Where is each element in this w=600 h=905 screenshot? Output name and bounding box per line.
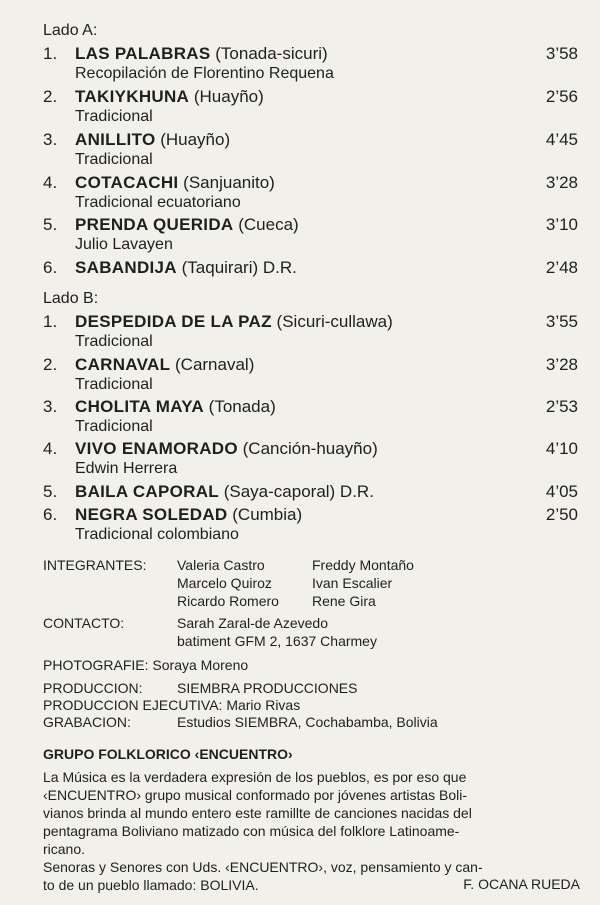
track-title: CHOLITA MAYA xyxy=(75,397,204,416)
integrantes-label: INTEGRANTES: xyxy=(43,557,147,573)
track-title-line xyxy=(75,312,393,332)
member-name: Marcelo Quiroz xyxy=(177,575,272,591)
side-b-label: Lado B: xyxy=(43,290,99,307)
track-number: 2. xyxy=(43,87,58,106)
track-title-line xyxy=(75,173,275,193)
track-credit: Tradicional xyxy=(75,151,153,168)
track-duration: 3’10 xyxy=(545,215,578,234)
track-b6 xyxy=(0,505,600,549)
about-line: to de un pueblo llamado: BOLIVIA. xyxy=(43,877,259,893)
track-credit: Tradicional xyxy=(75,333,153,350)
track-duration: 4’10 xyxy=(545,439,578,458)
track-credit: Julio Lavayen xyxy=(75,236,173,253)
track-title-line xyxy=(75,215,299,235)
member-name: Valeria Castro xyxy=(177,557,265,573)
track-style: (Cueca) xyxy=(238,215,299,234)
track-title: SABANDIJA xyxy=(75,258,177,277)
track-number: 3. xyxy=(43,130,58,149)
track-title: CARNAVAL xyxy=(75,355,171,374)
produccion-ejecutiva: PRODUCCION EJECUTIVA: Mario Rivas xyxy=(43,697,301,713)
track-style: (Tonada-sicuri) xyxy=(215,44,328,63)
track-title-line xyxy=(75,44,328,64)
track-title: NEGRA SOLEDAD xyxy=(75,505,228,524)
track-duration: 4’05 xyxy=(545,482,578,501)
track-number: 3. xyxy=(43,397,58,416)
track-a4 xyxy=(0,173,600,217)
track-a2 xyxy=(0,87,600,131)
track-number: 2. xyxy=(43,355,58,374)
track-style: (Canción-huayño) xyxy=(242,439,378,458)
track-duration: 2’50 xyxy=(545,505,578,524)
track-title: ANILLITO xyxy=(75,130,156,149)
track-b2 xyxy=(0,355,600,399)
track-b3 xyxy=(0,397,600,441)
side-a-label: Lado A: xyxy=(43,22,98,39)
track-style: (Huayño) xyxy=(160,130,231,149)
track-style: (Sicuri-cullawa) xyxy=(276,312,393,331)
produccion-label: PRODUCCION: xyxy=(43,680,143,696)
about-line: ‹ENCUENTRO› grupo musical conformado por jóvenes artistas Boli- xyxy=(43,787,468,803)
track-credit: Tradicional xyxy=(75,418,153,435)
track-duration: 2’53 xyxy=(545,397,578,416)
group-title: GRUPO FOLKLORICO ‹ENCUENTRO› xyxy=(43,746,293,762)
track-credit: Tradicional colombiano xyxy=(75,526,239,543)
track-title: COTACACHI xyxy=(75,173,179,192)
contact-address: batiment GFM 2, 1637 Charmey xyxy=(177,633,377,649)
track-title: PRENDA QUERIDA xyxy=(75,215,234,234)
track-title-line xyxy=(75,397,276,417)
signature: F. OCANA RUEDA xyxy=(463,876,580,892)
track-a1 xyxy=(0,44,600,88)
about-line: pentagrama Boliviano matizado con música del folklore Latinoame- xyxy=(43,823,460,839)
track-duration: 2’48 xyxy=(545,258,578,277)
track-title: BAILA CAPORAL xyxy=(75,482,219,501)
track-number: 5. xyxy=(43,215,58,234)
track-a3 xyxy=(0,130,600,174)
track-duration: 3’28 xyxy=(545,173,578,192)
about-line: La Música es la verdadera expresión de los pueblos, es por eso que xyxy=(43,769,467,785)
grabacion-value: Estudios SIEMBRA, Cochabamba, Bolivia xyxy=(177,714,438,730)
track-credit: Tradicional xyxy=(75,376,153,393)
contact-name: Sarah Zaral-de Azevedo xyxy=(177,615,328,631)
track-title-line xyxy=(75,439,378,459)
member-name: Freddy Montaño xyxy=(312,557,414,573)
track-credit: Edwin Herrera xyxy=(75,460,178,477)
track-number: 4. xyxy=(43,439,58,458)
track-style: (Cumbia) xyxy=(232,505,303,524)
track-title-line xyxy=(75,482,374,502)
track-a5 xyxy=(0,215,600,259)
track-title-line xyxy=(75,355,254,375)
track-number: 1. xyxy=(43,312,58,331)
track-number: 5. xyxy=(43,482,58,501)
track-duration: 3’58 xyxy=(545,44,578,63)
track-style: (Saya-caporal) D.R. xyxy=(223,482,374,501)
track-title: VIVO ENAMORADO xyxy=(75,439,238,458)
track-duration: 3’28 xyxy=(545,355,578,374)
track-style: (Taquirari) D.R. xyxy=(181,258,297,277)
contacto-label: CONTACTO: xyxy=(43,615,125,631)
track-title: LAS PALABRAS xyxy=(75,44,211,63)
track-number: 4. xyxy=(43,173,58,192)
track-duration: 3’55 xyxy=(545,312,578,331)
about-line: ricano. xyxy=(43,841,86,857)
member-name: Ricardo Romero xyxy=(177,593,279,609)
track-title: DESPEDIDA DE LA PAZ xyxy=(75,312,272,331)
track-credit: Tradicional xyxy=(75,108,153,125)
track-style: (Huayño) xyxy=(193,87,264,106)
track-title-line xyxy=(75,258,297,278)
track-title-line xyxy=(75,87,264,107)
track-number: 6. xyxy=(43,505,58,524)
grabacion-label: GRABACION: xyxy=(43,714,131,730)
track-b1 xyxy=(0,312,600,356)
produccion-value: SIEMBRA PRODUCCIONES xyxy=(177,680,358,696)
photographie-credit: PHOTOGRAFIE: Soraya Moreno xyxy=(43,657,249,673)
track-style: (Carnaval) xyxy=(175,355,255,374)
member-name: Rene Gira xyxy=(312,593,376,609)
track-number: 6. xyxy=(43,258,58,277)
track-title-line xyxy=(75,130,230,150)
track-duration: 2’56 xyxy=(545,87,578,106)
track-title-line xyxy=(75,505,302,525)
track-duration: 4’45 xyxy=(545,130,578,149)
about-line: vianos brinda al mundo entero este ramillte de canciones nacidas del xyxy=(43,805,472,821)
track-style: (Sanjuanito) xyxy=(183,173,275,192)
track-credit: Tradicional ecuatoriano xyxy=(75,194,241,211)
track-title: TAKIYKHUNA xyxy=(75,87,190,106)
track-b4 xyxy=(0,439,600,483)
track-credit: Recopilación de Florentino Requena xyxy=(75,65,334,82)
about-line: Senoras y Senores con Uds. ‹ENCUENTRO›, voz, pensamiento y can- xyxy=(43,859,483,875)
track-style: (Tonada) xyxy=(208,397,276,416)
member-name: Ivan Escalier xyxy=(312,575,393,591)
track-number: 1. xyxy=(43,44,58,63)
